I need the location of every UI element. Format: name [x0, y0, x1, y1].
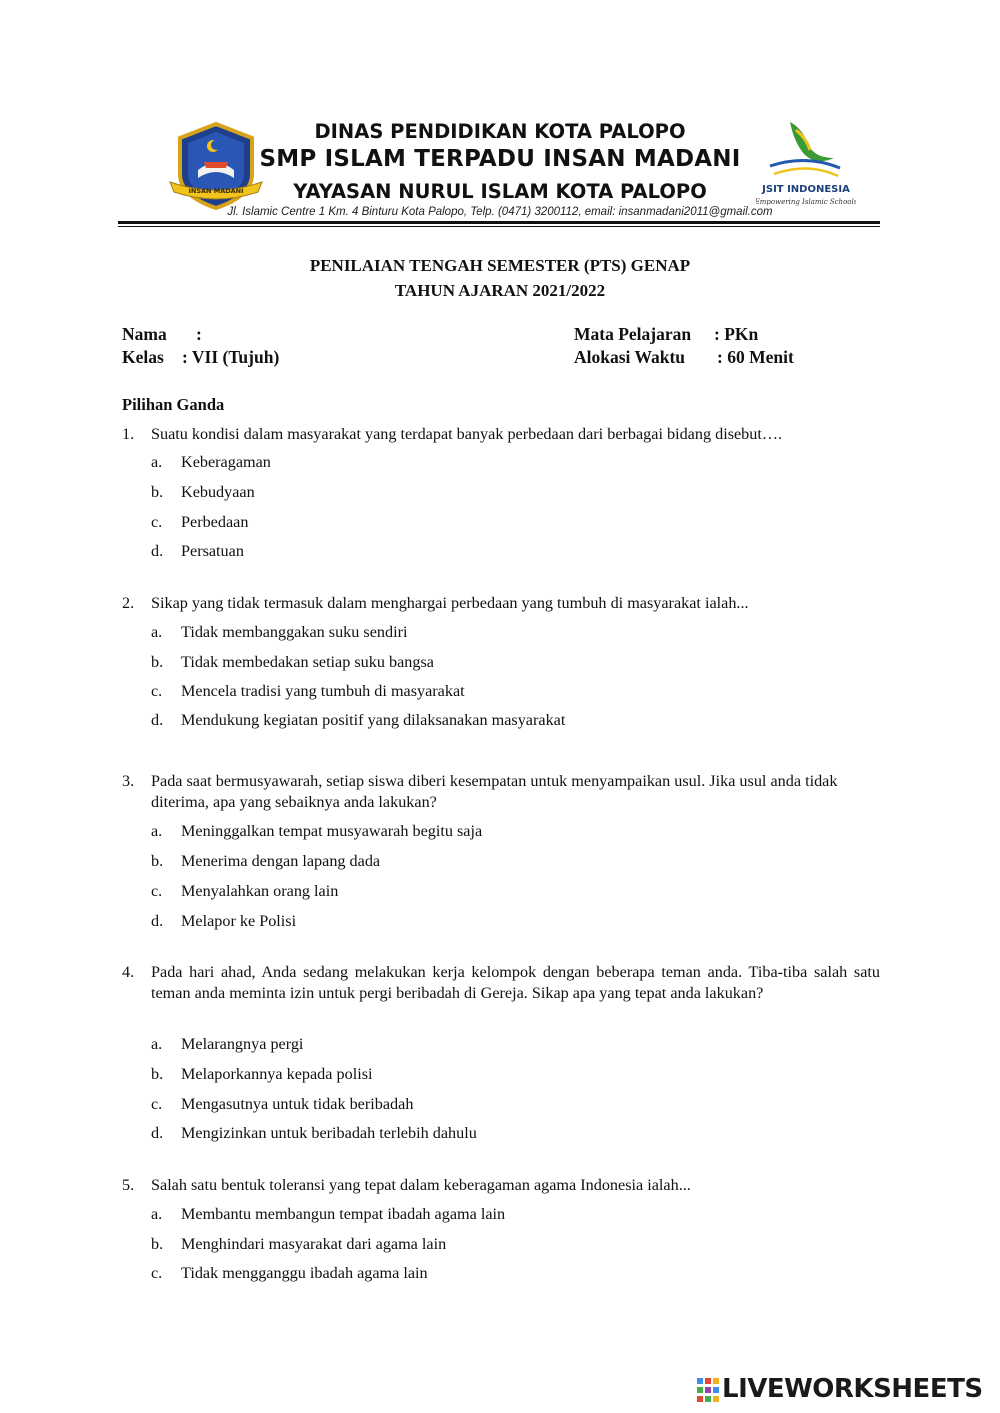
- question-4: [122, 962, 880, 1004]
- question-text: Sikap yang tidak termasuk dalam menghargai perbedaan yang tumbuh di masyarakat ialah...: [151, 594, 749, 612]
- option-letter: c.: [151, 682, 163, 700]
- option-letter: b.: [151, 852, 164, 870]
- emblem-banner-text: INSAN MADANI: [188, 187, 244, 195]
- option-letter: d.: [151, 542, 164, 560]
- option-letter: a.: [151, 1035, 163, 1053]
- kelas-label: Kelas: [122, 347, 164, 367]
- mapel-label: Mata Pelajaran: [574, 324, 692, 344]
- option-letter: b.: [151, 1065, 164, 1083]
- jsit-logo-name: JSIT INDONESIA: [762, 184, 850, 195]
- option-text: Mengasutnya untuk tidak beribadah: [181, 1095, 414, 1113]
- school-address: Jl. Islamic Centre 1 Km. 4 Binturu Kota Palopo, Telp. (0471) 3200112, email: insanmadani2011@gmail.com: [227, 206, 773, 218]
- option-text: Mencela tradisi yang tumbuh di masyarakat: [181, 682, 465, 700]
- option-text: Menghindari masyarakat dari agama lain: [181, 1235, 447, 1253]
- exam-title: PENILAIAN TENGAH SEMESTER (PTS) GENAP: [309, 256, 691, 275]
- option-text: Menyalahkan orang lain: [181, 882, 339, 900]
- question-3: [122, 771, 880, 813]
- question-2: [122, 593, 880, 614]
- option-text: Menerima dengan lapang dada: [181, 852, 381, 870]
- option-letter: c.: [151, 1095, 163, 1113]
- option-text: Keberagaman: [181, 453, 271, 471]
- header-rule-thin: [118, 226, 880, 227]
- mapel-value: : PKn: [714, 324, 759, 344]
- option-letter: a.: [151, 453, 163, 471]
- section-title: Pilihan Ganda: [122, 395, 225, 414]
- option-text: Melaporkannya kepada polisi: [181, 1065, 373, 1083]
- question-text: Suatu kondisi dalam masyarakat yang terdapat banyak perbedaan dari berbagai bidang disebut….: [151, 425, 783, 443]
- academic-year: TAHUN AJARAN 2021/2022: [394, 281, 606, 300]
- option-letter: c.: [151, 513, 163, 531]
- nama-field[interactable]: :: [196, 324, 202, 344]
- school-name: SMP ISLAM TERPADU INSAN MADANI: [259, 146, 741, 172]
- kelas-value: : VII (Tujuh): [182, 347, 280, 367]
- foundation-name: YAYASAN NURUL ISLAM KOTA PALOPO: [293, 180, 707, 203]
- option-letter: c.: [151, 882, 163, 900]
- question-number: 4.: [122, 963, 135, 981]
- question-5: [122, 1175, 880, 1196]
- question-text: Pada saat bermusyawarah, setiap siswa diberi kesempatan untuk menyampaikan usul. Jika usul anda tidak diterima, apa yang sebaiknya anda lakukan?: [151, 772, 838, 811]
- liveworksheets-watermark: LIVEWORKSHEETS: [722, 1374, 983, 1404]
- letterhead: [0, 0, 1000, 240]
- jsit-logo-icon: [756, 118, 856, 210]
- option-text: Melarangnya pergi: [181, 1035, 304, 1053]
- option-letter: b.: [151, 1235, 164, 1253]
- header-rule-thick: [118, 221, 880, 224]
- option-letter: b.: [151, 483, 164, 501]
- question-number: 1.: [122, 425, 135, 443]
- option-letter: d.: [151, 912, 164, 930]
- nama-label: Nama: [122, 324, 167, 344]
- option-text: Meninggalkan tempat musyawarah begitu saja: [181, 822, 483, 840]
- question-1: [122, 424, 880, 445]
- option-letter: a.: [151, 822, 163, 840]
- option-text: Melapor ke Polisi: [181, 912, 297, 930]
- option-text: Kebudyaan: [181, 483, 255, 501]
- question-number: 5.: [122, 1176, 135, 1194]
- jsit-logo-tagline: Empowering Islamic Schools: [756, 198, 856, 206]
- question-number: 3.: [122, 772, 135, 790]
- waktu-label: Alokasi Waktu: [574, 347, 686, 367]
- option-text: Tidak membanggakan suku sendiri: [181, 623, 408, 641]
- option-letter: d.: [151, 1124, 164, 1142]
- option-letter: a.: [151, 1205, 163, 1223]
- option-letter: c.: [151, 1264, 163, 1282]
- option-text: Membantu membangun tempat ibadah agama lain: [181, 1205, 506, 1223]
- option-text: Persatuan: [181, 542, 244, 560]
- option-text: Tidak mengganggu ibadah agama lain: [181, 1264, 428, 1282]
- option-letter: b.: [151, 653, 164, 671]
- option-text: Tidak membedakan setiap suku bangsa: [181, 653, 434, 671]
- question-text: Salah satu bentuk toleransi yang tepat dalam keberagaman agama Indonesia ialah...: [151, 1176, 691, 1194]
- question-number: 2.: [122, 594, 135, 612]
- agency-name: DINAS PENDIDIKAN KOTA PALOPO: [314, 120, 686, 143]
- option-text: Perbedaan: [181, 513, 249, 531]
- question-text: Pada hari ahad, Anda sedang melakukan kerja kelompok dengan beberapa teman anda. Tiba-tiba salah satu teman anda meminta izin untuk pergi beribadah di Gereja. Sikap apa yang tepat anda lakukan?: [151, 963, 880, 1002]
- option-text: Mendukung kegiatan positif yang dilaksanakan masyarakat: [181, 711, 566, 729]
- option-text: Mengizinkan untuk beribadah terlebih dahulu: [181, 1124, 477, 1142]
- waktu-value: : 60 Menit: [717, 347, 794, 367]
- option-letter: d.: [151, 711, 164, 729]
- option-letter: a.: [151, 623, 163, 641]
